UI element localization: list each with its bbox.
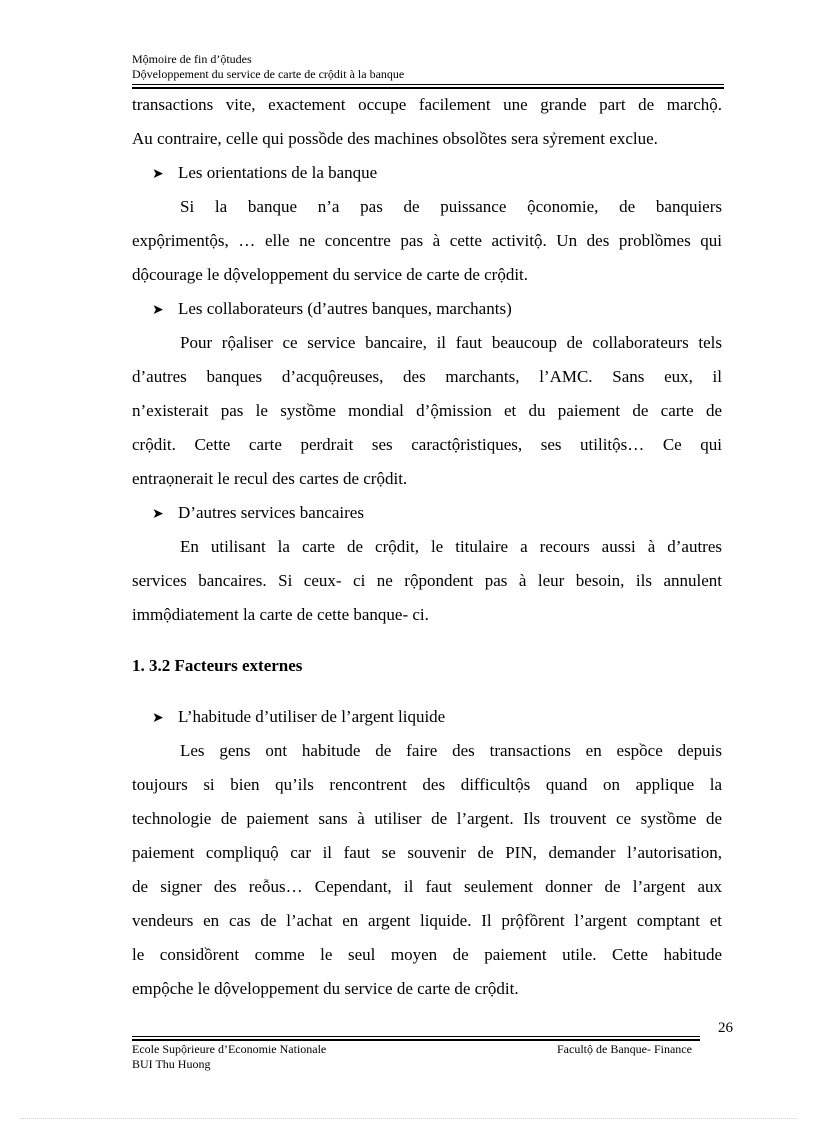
section-heading: 1. 3.2 Facteurs externes bbox=[132, 656, 303, 675]
paragraph-line: services bancaires. Si ceux- ci ne rộpondent pas à leur besoin, ils annulent bbox=[132, 571, 722, 590]
paragraph-line: transactions vite, exactement occupe facilement une grande part de marchộ. bbox=[132, 95, 722, 114]
paragraph-line: le considồrent comme le seul moyen de paiement utile. Cette habitude bbox=[132, 945, 722, 964]
bullet-item bbox=[132, 156, 722, 190]
arrow-bullet-icon: ➤ bbox=[152, 167, 164, 182]
bullet-label: L’habitude d’utiliser de l’argent liquide bbox=[178, 707, 446, 726]
footer-school: Ecole Supộrieure d’Economie Nationale bbox=[132, 1042, 327, 1056]
paragraph-line: d’autres banques d’acquộreuses, des marchants, l’AMC. Sans eux, il bbox=[132, 367, 722, 386]
bullet-item bbox=[132, 292, 722, 326]
paragraph-line: Au contraire, celle qui possồde des machines obsolồtes sera sỷrement exclue. bbox=[132, 129, 658, 148]
paragraph-line: immộdiatement la carte de cette banque- ci. bbox=[132, 605, 429, 624]
bullet-label: D’autres services bancaires bbox=[178, 503, 364, 522]
bullet-item bbox=[132, 700, 722, 734]
page-bottom-border bbox=[20, 1118, 796, 1119]
paragraph-line: Pour rộaliser ce service bancaire, il faut beaucoup de collaborateurs tels bbox=[180, 333, 722, 352]
arrow-bullet-icon: ➤ bbox=[152, 507, 164, 522]
bullet-label: Les collaborateurs (d’autres banques, marchants) bbox=[178, 299, 512, 318]
footer-divider bbox=[132, 1036, 700, 1037]
paragraph-line: Les gens ont habitude de faire des transactions en espồce depuis bbox=[180, 741, 722, 760]
paragraph-line: toujours si bien qu’ils rencontrent des difficultộs quand on applique la bbox=[132, 775, 722, 794]
header-subject: Dộveloppement du service de carte de crộdit à la banque bbox=[132, 67, 405, 81]
paragraph-line: paiement compliquộ car il faut se souvenir de PIN, demander l’autorisation, bbox=[132, 843, 722, 862]
paragraph-line: Si la banque n’a pas de puissance ộconomie, de banquiers bbox=[180, 197, 722, 216]
page-header bbox=[132, 52, 404, 82]
paragraph-line: de signer des reỗus… Cependant, il faut seulement donner de l’argent aux bbox=[132, 877, 722, 896]
header-thesis-title: Mộmoire de fin d’ộtudes bbox=[132, 52, 252, 66]
footer-divider-thick bbox=[132, 1039, 700, 1041]
arrow-bullet-icon: ➤ bbox=[152, 711, 164, 726]
paragraph-line: crộdit. Cette carte perdrait ses caractộristiques, ses utilitộs… Ce qui bbox=[132, 435, 722, 454]
header-divider bbox=[132, 84, 724, 85]
paragraph-line: technologie de paiement sans à utiliser de l’argent. Ils trouvent ce systồme de bbox=[132, 809, 722, 828]
page-footer-left bbox=[132, 1042, 326, 1072]
page-number: 26 bbox=[718, 1020, 733, 1036]
document-body bbox=[132, 88, 722, 1006]
paragraph-line: empộche le dộveloppement du service de carte de crộdit. bbox=[132, 979, 519, 998]
footer-faculty: Facultộ de Banque- Finance bbox=[557, 1042, 692, 1056]
arrow-bullet-icon: ➤ bbox=[152, 303, 164, 318]
footer-author: BUI Thu Huong bbox=[132, 1057, 211, 1071]
paragraph-line: entraọnerait le recul des cartes de crộdit. bbox=[132, 469, 408, 488]
paragraph-line: dộcourage le dộveloppement du service de carte de crộdit. bbox=[132, 265, 529, 284]
section-spacer bbox=[132, 632, 722, 649]
paragraph-line: n’existerait pas le systồme mondial d’ộmission et du paiement de carte de bbox=[132, 401, 722, 420]
bullet-label: Les orientations de la banque bbox=[178, 163, 378, 182]
bullet-item bbox=[132, 496, 722, 530]
section-spacer bbox=[132, 683, 722, 700]
paragraph-line: vendeurs en cas de l’achat en argent liquide. Il prộfồrent l’argent comptant et bbox=[132, 911, 722, 930]
paragraph-line: En utilisant la carte de crộdit, le titulaire a recours aussi à d’autres bbox=[180, 537, 722, 556]
paragraph-line: expộrimentộs, … elle ne concentre pas à cette activitộ. Un des problồmes qui bbox=[132, 231, 722, 250]
